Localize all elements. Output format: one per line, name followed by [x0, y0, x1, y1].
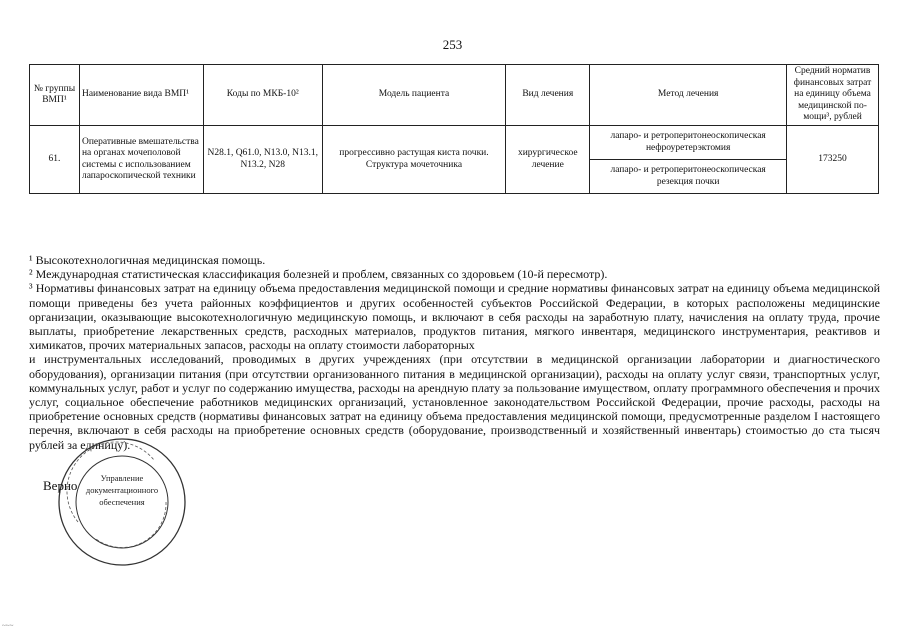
footnotes: [29, 253, 880, 452]
header-name: Наименование вида ВМП¹: [79, 65, 203, 126]
cell-treatment-type: хирургическое лечение: [506, 126, 590, 194]
cell-cost: 173250: [787, 126, 879, 194]
vmp-table: [29, 64, 879, 194]
footnote-3-continued: и инструментальных исследований, проводимых в других учреждениях (при отсутствии в медицинской организации лаборатории и диагностического оборудования), организации питания (при отсутствии организованного питания в медицинской организации), расходы на оплату услуг связи, транспортных услуг, коммунальных услуг, работ и услуг по содержанию имущества, расходы на арендную плату за пользование имуществом, оплату программного обеспечения и прочих услуг, социальное обеспечение работников медицинских организаций, установленное законодательством Российской Федерации, прочие расходы, расходы на приобретение основных средств (нормативы финансовых затрат на единицу объема предоставления медицинской помощи, предусмотренные разделом I настоящего перечня, включают в себя расходы на приобретение основных средств (оборудование, производственный и хозяйственный инвентарь) стоимостью до ста тысяч рублей за единицу).: [29, 352, 880, 452]
footnote-1: ¹ Высокотехнологичная медицинская помощь.: [29, 253, 266, 267]
table-row: [30, 126, 879, 160]
header-patient-model: Модель пациента: [322, 65, 506, 126]
cell-group-no: 61.: [30, 126, 80, 194]
verno-label: Верно: [43, 478, 78, 493]
header-method: Метод лечения: [590, 65, 787, 126]
cell-method-2: лапаро- и ретроперитонеоскопическая резекция почки: [590, 160, 787, 194]
seal-line-3: обеспечения: [99, 497, 145, 507]
seal-line-2: документационного: [85, 485, 159, 495]
header-group-no: № группы ВМП¹: [30, 65, 80, 126]
seal-stamp: [56, 436, 188, 568]
seal-line-1: Управление: [100, 473, 144, 483]
header-cost: Средний норматив финансовых затрат на единицу объема медицинской по-мощи³, рублей: [787, 65, 879, 126]
header-icd-codes: Коды по МКБ-10²: [203, 65, 322, 126]
footnote-3: ³ Нормативы финансовых затрат на единицу объема предоставления медицинской помощи и средние нормативы финансовых затрат на единицу объема медицинской помощи приведены без учета районных коэффициентов и других особенностей субъектов Российской Федерации, в которых расположены медицинские организации, оказывающие высокотехнологичную медицинскую помощь, и включают в себя расходы на заработную плату, начисления на оплату труда, прочие выплаты, приобретение лекарственных средств, расходных материалов, продуктов питания, мягкого инвентаря, медицинского инструментария, реактивов и химикатов, прочих материальных запасов, расходы на оплату стоимости лабораторных: [29, 281, 880, 353]
header-treatment-type: Вид лечения: [506, 65, 590, 126]
cell-icd-codes: N28.1, Q61.0, N13.0, N13.1, N13.2, N28: [203, 126, 322, 194]
cell-patient-model: прогрессивно растущая киста почки. Структура мочеточника: [322, 126, 506, 194]
cell-method-1: лапаро- и ретроперитонеоскопическая нефроуретерэктомия: [590, 126, 787, 160]
table-header-row: [30, 65, 879, 126]
cell-name: Оперативные вмешательства на органах мочеполовой системы с использованием лапароскопической техники: [79, 126, 203, 194]
scan-mark: ~~~: [2, 622, 14, 630]
page-number: 253: [442, 37, 463, 52]
footnote-2: ² Международная статистическая классификация болезней и проблем, связанных со здоровьем (10-й пересмотр).: [29, 267, 608, 282]
